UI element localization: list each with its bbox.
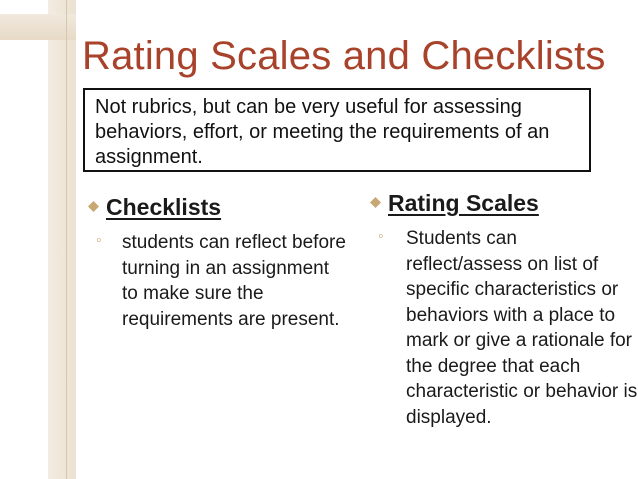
diamond-bullet-icon: [88, 201, 99, 212]
ring-bullet-icon: ◦: [378, 228, 384, 245]
rating-scales-heading-text: Rating Scales: [388, 190, 539, 216]
rating-scales-item-text: Students can reflect/assess on list of specific characteristics or behaviors with a place to mark or give a rationale for the degree that each characteristic or behavior is displayed.: [406, 228, 638, 428]
checklists-heading-text: Checklists: [106, 194, 222, 220]
diamond-bullet-icon: [370, 197, 381, 208]
slide-title: Rating Scales and Checklists: [82, 34, 606, 78]
rating-scales-item: [370, 226, 638, 430]
ring-bullet-icon: ◦: [96, 232, 102, 249]
decorative-horizontal-bar: [0, 14, 76, 40]
checklists-column: [88, 194, 348, 332]
callout-box: [83, 88, 591, 172]
callout-text: Not rubrics, but can be very useful for assessing behaviors, effort, or meeting the requirements of an assignment.: [95, 96, 550, 168]
decorative-line: [66, 0, 67, 479]
checklists-item-text: students can reflect before turning in an assignment to make sure the requirements are present.: [122, 232, 346, 330]
rating-scales-column: [370, 190, 638, 430]
checklists-heading: [88, 194, 348, 226]
decorative-vertical-bar: [48, 0, 76, 479]
checklists-item: [88, 230, 348, 332]
rating-scales-heading: [370, 190, 638, 222]
